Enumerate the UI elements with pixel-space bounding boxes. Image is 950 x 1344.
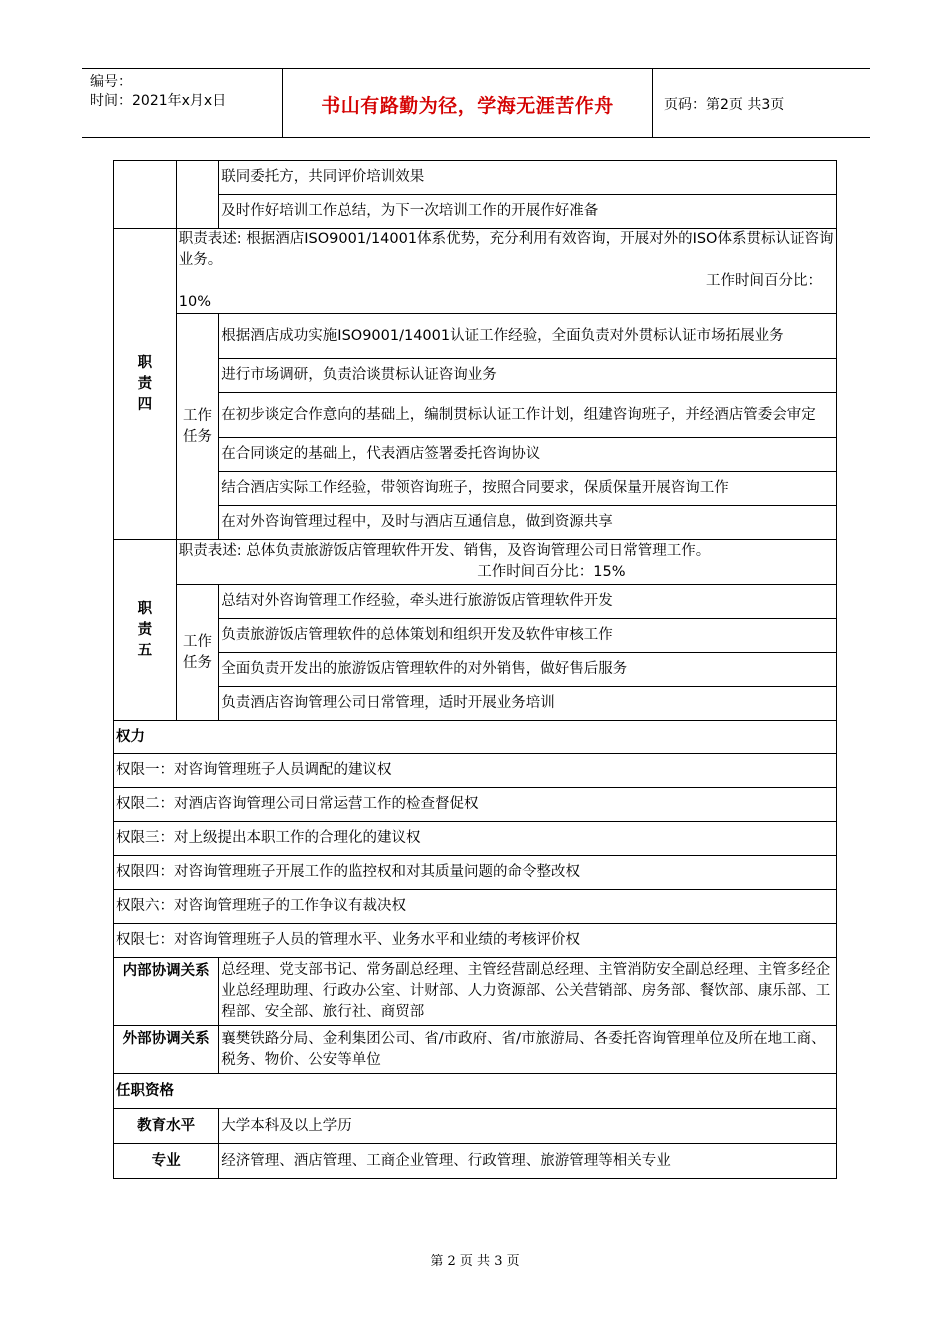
- task-item: 联同委托方，共同评价培训效果: [219, 161, 837, 195]
- task-item: 负责酒店咨询管理公司日常管理，适时开展业务培训: [219, 687, 837, 721]
- task-item: 在初步谈定合作意向的基础上，编制贯标认证工作计划，组建咨询班子，并经酒店管委会审定: [219, 393, 837, 438]
- table-row: [114, 958, 837, 1026]
- table-row: [114, 822, 837, 856]
- page-info: 页码：第2页 共3页: [664, 97, 785, 113]
- table-row: [114, 1144, 837, 1179]
- education-label: 教育水平: [114, 1109, 219, 1144]
- internal-coordination-label: 内部协调关系: [114, 958, 219, 1026]
- header-meta: [90, 73, 226, 111]
- internal-coordination-value: 总经理、党支部书记、常务副总经理、主管经营副总经理、主管消防安全副总经理、主管多经企业总经理助理、行政办公室、计财部、人力资源部、公关营销部、房务部、餐饮部、康乐部、工程部、安全部、旅行社、商贸部: [219, 958, 837, 1026]
- table-row: [114, 721, 837, 754]
- major-value: 经济管理、酒店管理、工商企业管理、行政管理、旅游管理等相关专业: [219, 1144, 837, 1179]
- header-motto: 书山有路勤为径，学海无涯苦作舟: [321, 95, 614, 117]
- table-row: [114, 1074, 837, 1109]
- table-row: [114, 1026, 837, 1074]
- time-label: 时间：2021年x月x日: [90, 93, 227, 109]
- table-row: [114, 314, 837, 359]
- section-title: 权力: [114, 721, 837, 754]
- duty-description: 职责表述: 总体负责旅游饭店管理软件开发、销售，及咨询管理公司日常管理工作。 工作时间百分比：15%: [176, 540, 836, 585]
- header-divider: [652, 69, 653, 137]
- table-row: [114, 161, 837, 195]
- authority-item: 权限三：对上级提出本职工作的合理化的建议权: [114, 822, 837, 856]
- external-coordination-value: 襄樊铁路分局、金利集团公司、省/市政府、省/市旅游局、各委托咨询管理单位及所在地工商、税务、物价、公安等单位: [219, 1026, 837, 1074]
- table-row: [114, 687, 837, 721]
- table-row: [114, 540, 837, 585]
- table-row: [114, 359, 837, 393]
- task-item: 进行市场调研，负责洽谈贯标认证咨询业务: [219, 359, 837, 393]
- task-item: 总结对外咨询管理工作经验，牵头进行旅游饭店管理软件开发: [219, 585, 837, 619]
- table-row: [114, 229, 837, 314]
- table-row: [114, 506, 837, 540]
- task-item: 负责旅游饭店管理软件的总体策划和组织开发及软件审核工作: [219, 619, 837, 653]
- job-description-table: [113, 160, 837, 1179]
- page-header: [82, 68, 870, 138]
- task-item: 根据酒店成功实施ISO9001/14001认证工作经验，全面负责对外贯标认证市场拓展业务: [219, 314, 837, 359]
- duty-label: 职 责 五: [114, 540, 177, 721]
- task-item: 在合同谈定的基础上，代表酒店签署委托咨询协议: [219, 438, 837, 472]
- authority-item: 权限一：对咨询管理班子人员调配的建议权: [114, 754, 837, 788]
- table-row: [114, 438, 837, 472]
- task-item: 及时作好培训工作总结，为下一次培训工作的开展作好准备: [219, 195, 837, 229]
- table-row: [114, 856, 837, 890]
- table-row: [114, 619, 837, 653]
- authority-item: 权限四：对咨询管理班子开展工作的监控权和对其质量问题的命令整改权: [114, 856, 837, 890]
- table-row: [114, 1109, 837, 1144]
- external-coordination-label: 外部协调关系: [114, 1026, 219, 1074]
- duty-description: 职责表述: 根据酒店ISO9001/14001体系优势，充分利用有效咨询，开展对外的ISO体系贯标认证咨询业务。 工作时间百分比： 10%: [176, 229, 836, 314]
- table-row: [114, 653, 837, 687]
- table-row: [114, 195, 837, 229]
- table-row: [114, 393, 837, 438]
- page-footer: 第 2 页 共 3 页: [430, 1254, 520, 1269]
- task-item: 全面负责开发出的旅游饭店管理软件的对外销售，做好售后服务: [219, 653, 837, 687]
- task-item: 在对外咨询管理过程中，及时与酒店互通信息，做到资源共享: [219, 506, 837, 540]
- task-group-label: 工作 任务: [176, 585, 219, 721]
- table-row: [114, 788, 837, 822]
- education-value: 大学本科及以上学历: [219, 1109, 837, 1144]
- authority-item: 权限七：对咨询管理班子人员的管理水平、业务水平和业绩的考核评价权: [114, 924, 837, 958]
- table-row: [114, 890, 837, 924]
- section-title: 任职资格: [114, 1074, 837, 1109]
- table-row: [114, 924, 837, 958]
- table-row: [114, 472, 837, 506]
- authority-item: 权限六：对咨询管理班子的工作争议有裁决权: [114, 890, 837, 924]
- task-group-label: 工作 任务: [176, 314, 219, 540]
- table-row: [114, 754, 837, 788]
- authority-item: 权限二：对酒店咨询管理公司日常运营工作的检查督促权: [114, 788, 837, 822]
- empty-cell: [176, 161, 219, 229]
- task-item: 结合酒店实际工作经验，带领咨询班子，按照合同要求，保质保量开展咨询工作: [219, 472, 837, 506]
- empty-cell: [114, 161, 177, 229]
- major-label: 专业: [114, 1144, 219, 1179]
- duty-label: 职 责 四: [114, 229, 177, 540]
- table-row: [114, 585, 837, 619]
- number-label: 编号：: [90, 74, 132, 90]
